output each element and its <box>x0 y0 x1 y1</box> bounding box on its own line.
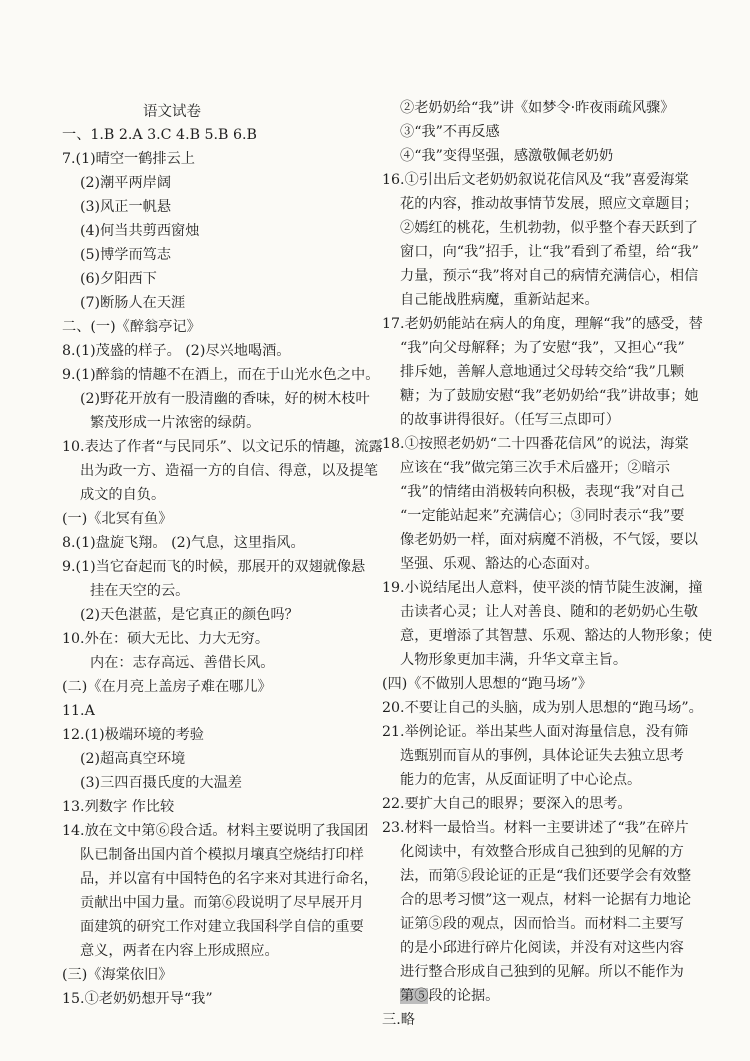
left-answer-line: (7)断肠人在天涯 <box>80 295 186 311</box>
right-answer-line: ③“我”不再反感 <box>400 124 500 140</box>
left-answer-line: 一、1.B 2.A 3.C 4.B 5.B 6.B <box>62 127 257 143</box>
right-answers <box>382 96 712 1032</box>
right-answer-line: “我”的情绪由消极转向积极，表现“我”对自己 <box>400 484 685 500</box>
right-answer-line: 21.举例论证。举出某些人面对海量信息，没有筛 <box>382 724 689 740</box>
right-answer-line: “我”向父母解释；为了安慰“我”，又担心“我” <box>400 340 685 356</box>
right-answer-line: 18.①按照老奶奶“二十四番花信风”的说法，海棠 <box>382 436 689 452</box>
right-answer-line: “一定能站起来”充满信心；③同时表示“我”要 <box>400 508 685 524</box>
left-answer-line: 队已制备出国内首个模拟月壤真空烧结打印样 <box>80 847 364 863</box>
left-answers <box>62 123 383 1011</box>
right-answer-line: 自己能战胜病魔，重新站起来。 <box>400 292 599 308</box>
right-answer-line: (四)《不做别人思想的“跑马场”》 <box>382 676 593 692</box>
left-answer-line: (6)夕阳西下 <box>80 271 157 287</box>
line-rest: 段的论据。 <box>428 988 500 1004</box>
left-answer-line: 贡献出中国力量。而第⑥段说明了尽早展开月 <box>80 895 364 911</box>
right-answer-line: 窗口，向“我”招手，让“我”看到了希望，给“我” <box>400 244 699 260</box>
right-answer-line: 力量，预示“我”将对自己的病情充满信心，相信 <box>400 268 699 284</box>
right-answer-line: 人物形象更加丰满，升华文章主旨。 <box>400 652 628 668</box>
left-answer-line: (2)野花开放有一股清幽的香味，好的树木枝叶 <box>80 391 370 407</box>
right-answer-line: 应该在“我”做完第三次手术后盛开；②暗示 <box>400 460 670 476</box>
right-answer-line: 合的思考习惯”这一观点，材料一论据有力地论 <box>400 892 692 908</box>
right-answer-line: 20.不要让自己的头脑，成为别人思想的“跑马场”。 <box>382 700 703 716</box>
right-answer-line: ④“我”变得坚强，感激敬佩老奶奶 <box>400 148 614 164</box>
left-answer-line: 意义，两者在内容上形成照应。 <box>80 943 279 959</box>
left-answer-line: (一)《北冥有鱼》 <box>62 511 173 527</box>
left-answer-line: 8.(1)盘旋飞翔。 (2)气息，这里指风。 <box>62 535 305 551</box>
left-answer-line: 13.列数字 作比较 <box>62 799 175 815</box>
left-answer-line: 繁茂形成一片浓密的绿荫。 <box>90 415 261 431</box>
left-answer-line: 8.(1)茂盛的样子。 (2)尽兴地喝酒。 <box>62 343 291 359</box>
right-answer-line: 的故事讲得很好。（任写三点即可） <box>400 412 620 428</box>
right-answer-line: 选甄别而盲从的事例，具体论证失去独立思考 <box>400 748 684 764</box>
right-answer-line: 意，更增添了其智慧、乐观、豁达的人物形象；使 <box>400 628 713 644</box>
right-answer-line <box>382 984 712 1008</box>
left-answer-line: (2)潮平两岸阔 <box>80 175 172 191</box>
highlight-mark: 第⑤ <box>400 988 429 1004</box>
right-answer-line: 的是小邱进行碎片化阅读，并没有对这些内容 <box>400 940 684 956</box>
left-answer-line: (4)何当共剪西窗烛 <box>80 223 200 239</box>
left-answer-line: 面建筑的研究工作对建立我国科学自信的重要 <box>80 919 364 935</box>
page-title: 语文试卷 <box>143 104 201 120</box>
right-answer-line: ②嫣红的桃花，生机勃勃，似乎整个春天跃到了 <box>400 220 698 236</box>
right-answer-line: 三.略 <box>382 1012 415 1028</box>
left-answer-line: (2)超高真空环境 <box>80 751 186 767</box>
right-answer-line: 花的内容，推动故事情节发展，照应文章题目； <box>400 196 698 212</box>
right-answer-line: 排斥她，善解人意地通过父母转交给“我”几颗 <box>400 364 685 380</box>
right-answer-line: 击读者心灵；让人对善良、随和的老奶奶心生敬 <box>400 604 698 620</box>
left-answer-line: 10.外在：硕大无比、力大无穷。 <box>62 631 270 647</box>
right-answer-line: 16.①引出后文老奶奶叙说花信风及“我”喜爱海棠 <box>382 172 689 188</box>
left-answer-line: 内在：志存高远、善借长风。 <box>90 655 275 671</box>
right-answer-line: 糖；为了鼓励安慰“我”老奶奶给“我”讲故事；她 <box>400 388 699 404</box>
left-answer-line: (2)天色湛蓝，是它真正的颜色吗？ <box>80 607 299 623</box>
left-answer-line: (3)三四百摄氏度的大温差 <box>80 775 242 791</box>
right-answer-line: 19.小说结尾出人意料，使平淡的情节陡生波澜，撞 <box>382 580 703 596</box>
right-answer-line: 22.要扩大自己的眼界；要深入的思考。 <box>382 796 632 812</box>
left-answer-line: 9.(1)醉翁的情趣不在酒上，而在于山光水色之中。 <box>62 367 380 383</box>
right-answer-line: 23.材料一最恰当。材料一主要讲述了“我”在碎片 <box>382 820 689 836</box>
left-answer-line: (二)《在月亮上盖房子难在哪儿》 <box>62 679 272 695</box>
left-answer-line: 11.A <box>62 703 95 719</box>
right-answer-line: 17.老奶奶能站在病人的角度，理解“我”的感受，替 <box>382 316 703 332</box>
left-answer-line: 品，并以富有中国特色的名字来对其进行命名， <box>80 871 378 887</box>
left-answer-line: 12.(1)极端环境的考验 <box>62 727 204 743</box>
right-answer-line: 进行整合形成自己独到的见解。所以不能作为 <box>400 964 684 980</box>
left-answer-line: (5)博学而笃志 <box>80 247 172 263</box>
left-answer-line: 14.放在文中第⑥段合适。材料主要说明了我国团 <box>62 823 369 839</box>
right-answer-line: 证第⑤段的观点，因而恰当。而材料二主要写 <box>400 916 684 932</box>
right-answer-line: 像老奶奶一样，面对病魔不消极，不气馁，要以 <box>400 532 698 548</box>
right-answer-line: 坚强、乐观、豁达的心态面对。 <box>400 556 599 572</box>
right-answer-line: 能力的危害，从反面证明了中心论点。 <box>400 772 642 788</box>
left-answer-line: 7.(1)晴空一鹤排云上 <box>62 151 195 167</box>
right-answer-line: ②老奶奶给“我”讲《如梦令·昨夜雨疏风骤》 <box>400 100 675 116</box>
right-answer-line: 法，而第⑤段论证的正是“我们还要学会有效整 <box>400 868 692 884</box>
left-answer-line: 10.表达了作者“与民同乐”、以文记乐的情趣，流露 <box>62 439 383 455</box>
left-answer-line: 二、(一)《醉翁亭记》 <box>62 319 201 335</box>
left-answer-line: 9.(1)当它奋起而飞的时候，那展开的双翅就像悬 <box>62 559 366 575</box>
left-answer-line: (3)风正一帆悬 <box>80 199 172 215</box>
left-answer-line: 15.①老奶奶想开导“我” <box>62 991 213 1007</box>
left-answer-line: (三)《海棠依旧》 <box>62 967 173 983</box>
left-answer-line: 出为政一方、造福一方的自信、得意，以及提笔 <box>80 463 378 479</box>
left-answer-line: 成文的自负。 <box>80 487 166 503</box>
left-answer-line: 挂在天空的云。 <box>90 583 190 599</box>
right-answer-line: 化阅读中，有效整合形成自己独到的见解的方 <box>400 844 684 860</box>
